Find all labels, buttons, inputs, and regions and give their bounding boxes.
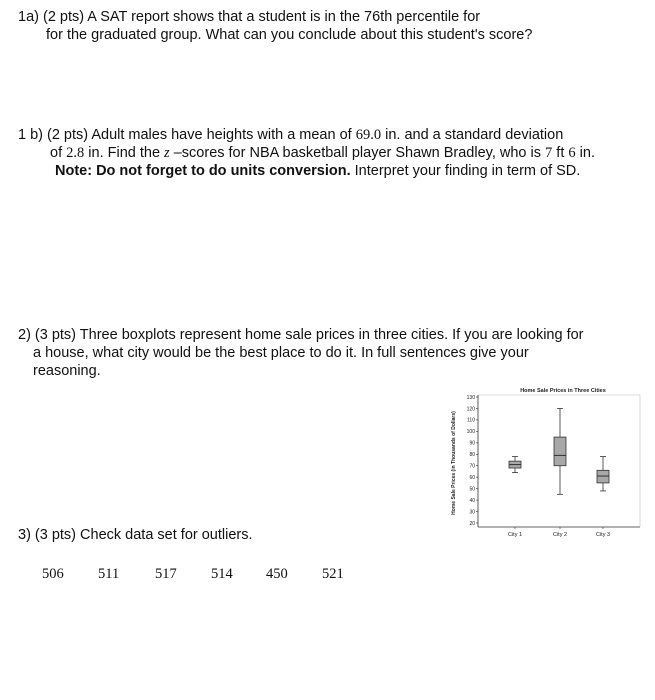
data-value: 514	[211, 566, 233, 582]
x-tick-label: City 3	[595, 532, 611, 538]
z-symbol: z	[164, 145, 170, 161]
question-1a-line2: for the graduated group. What can you conclude about this student's score?	[46, 27, 533, 43]
chart-plot-area	[467, 395, 640, 538]
sd-value: 2.8	[66, 145, 85, 161]
data-value: 511	[98, 566, 120, 582]
question-3-text: 3) (3 pts) Check data set for outliers.	[18, 527, 253, 543]
y-tick-label: 90	[469, 440, 475, 447]
data-value: 521	[322, 566, 344, 582]
box-iqr	[597, 470, 609, 483]
y-tick-label: 100	[466, 429, 475, 436]
y-tick-label: 120	[466, 406, 475, 413]
box-iqr	[554, 437, 566, 466]
chart-title: Home Sale Prices in Three Cities	[520, 388, 606, 394]
x-tick-label: City 2	[552, 532, 568, 538]
note-bold: Note: Do not forget to do units conversion.	[55, 163, 351, 179]
y-tick-label: 20	[469, 520, 475, 527]
question-2-line1: 2) (3 pts) Three boxplots represent home sale prices in three cities. If you are looking for	[18, 327, 584, 343]
y-tick-label: 30	[469, 509, 475, 516]
y-tick-label: 40	[469, 497, 475, 504]
y-tick-label: 110	[467, 417, 475, 424]
question-2-line3: reasoning.	[33, 363, 101, 379]
x-tick-label: City 1	[507, 532, 523, 538]
question-1b-line2: of 2.8 in. Find the z –scores for NBA basketball player Shawn Bradley, who is 7 ft 6 in.	[50, 145, 595, 161]
y-tick-label: 70	[469, 463, 475, 470]
data-value: 517	[155, 566, 177, 582]
data-value: 506	[42, 566, 64, 582]
chart-y-axis-label: Home Sale Prices (in Thousands of Dollars)	[451, 411, 457, 515]
question-1b-note: Note: Do not forget to do units conversion. Interpret your finding in term of SD.	[55, 163, 581, 179]
y-tick-label: 80	[469, 452, 475, 459]
question-3	[18, 526, 253, 544]
y-tick-label: 130	[466, 394, 475, 401]
question-2	[18, 326, 584, 380]
boxplot-chart	[445, 385, 645, 545]
question-2-line2: a house, what city would be the best place to do it. In full sentences give your	[33, 345, 529, 361]
y-tick-label: 50	[469, 486, 475, 493]
question-1b	[18, 126, 595, 180]
mean-value: 69.0	[355, 127, 382, 143]
data-value: 450	[266, 566, 288, 582]
height-feet: 7	[545, 145, 553, 161]
question-1a-line1: 1a) (2 pts) A SAT report shows that a student is in the 76th percentile for	[18, 9, 481, 25]
question-1b-line1: 1 b) (2 pts) Adult males have heights with a mean of 69.0 in. and a standard deviation	[18, 127, 564, 143]
question-1a	[18, 8, 532, 44]
y-tick-label: 60	[469, 474, 475, 481]
height-inches: 6	[568, 145, 576, 161]
